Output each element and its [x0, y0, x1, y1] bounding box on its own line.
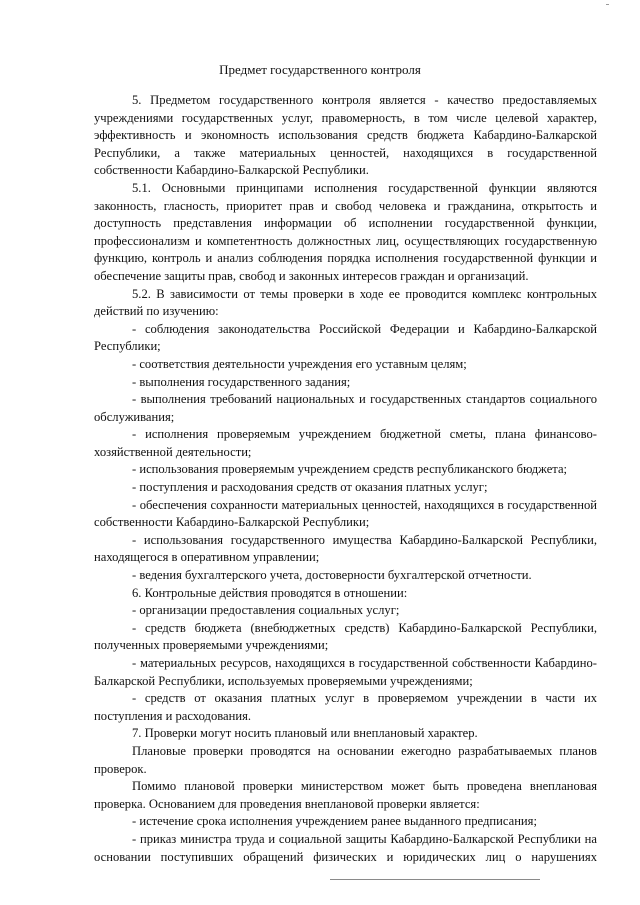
list-item: - материальных ресурсов, находящихся в государственной собственности Кабардино-Балкарской Республики, используемых проверяемыми учреждениями;	[94, 656, 597, 688]
list-item: - поступления и расходования средств от оказания платных услуг;	[132, 480, 488, 495]
list-item: - приказ министра труда и социальной защиты Кабардино-Балкарской Республики на основании поступивших обращений физических и юридических лиц о нарушениях	[94, 831, 597, 864]
paragraph-5-1: 5.1. Основными принципами исполнения государственной функции являются законность, гласность, приоритет прав и свобод человека и гражданина, открытость и доступность представления информации об исполнении государственной функции, профессионализм и компетентность должностных лиц, осуществляющих государственную функцию, контроль и анализ соблюдения порядка исполнения государственной функции и обеспечение защиты прав, свобод и законных интересов граждан и организаций.	[94, 180, 597, 283]
list-item: - обеспечения сохранности материальных ценностей, находящихся в государственной собственности Кабардино-Балкарской Республики;	[94, 497, 597, 530]
footer-rule	[330, 879, 540, 880]
paragraph-planned-checks: Плановые проверки проводятся на основании ежегодно разрабатываемых планов проверок.	[94, 743, 597, 776]
list-item: - ведения бухгалтерского учета, достоверности бухгалтерской отчетности.	[132, 568, 532, 583]
list-item: - исполнения проверяемым учреждением бюджетной сметы, плана финансово-хозяйственной деятельности;	[94, 427, 597, 459]
paragraph-unplanned-checks: Помимо плановой проверки министерством может быть проведена внеплановая проверка. Основанием для проведения внеплановой проверки является:	[94, 779, 597, 811]
paragraph-5: 5. Предметом государственного контроля является - качество предоставляемых учреждениями государственных услуг, правомерность, в том числе целевой характер, эффективность и экономность использования средств бюджета Кабардино-Балкарской Республики, а также материальных ценностей, находящихся в государственной собственности Кабардино-Балкарской Республики.	[94, 93, 597, 178]
paragraph-7: 7. Проверки могут носить плановый или внеплановый характер.	[132, 726, 478, 741]
list-item: - выполнения требований национальных и государственных стандартов социального обслуживания;	[94, 392, 597, 424]
list-item: - использования государственного имущества Кабардино-Балкарской Республики, находящегося в оперативном управлении;	[94, 532, 597, 565]
list-item: - использования проверяемым учреждением средств республиканского бюджета;	[132, 462, 568, 477]
list-item: - средств от оказания платных услуг в проверяемом учреждении в части их поступления и расходования.	[94, 691, 597, 723]
list-item: - соответствия деятельности учреждения его уставным целям;	[132, 356, 467, 371]
paragraph-6: 6. Контрольные действия проводятся в отношении:	[132, 585, 408, 600]
list-item: - соблюдения законодательства Российской Федерации и Кабардино-Балкарской Республики;	[94, 321, 597, 354]
document-body	[94, 92, 597, 866]
list-item: - организации предоставления социальных услуг;	[132, 603, 400, 618]
scan-speck	[606, 4, 609, 5]
list-item: - выполнения государственного задания;	[132, 374, 351, 389]
list-item: - средств бюджета (внебюджетных средств) Кабардино-Балкарской Республики, полученных проверяемыми учреждениями;	[94, 620, 597, 653]
paragraph-5-2: 5.2. В зависимости от темы проверки в ходе ее проводится комплекс контрольных действий по изучению:	[94, 286, 597, 319]
section-heading: Предмет государственного контроля	[219, 62, 421, 77]
list-item: - истечение срока исполнения учреждением ранее выданного предписания;	[132, 814, 537, 829]
